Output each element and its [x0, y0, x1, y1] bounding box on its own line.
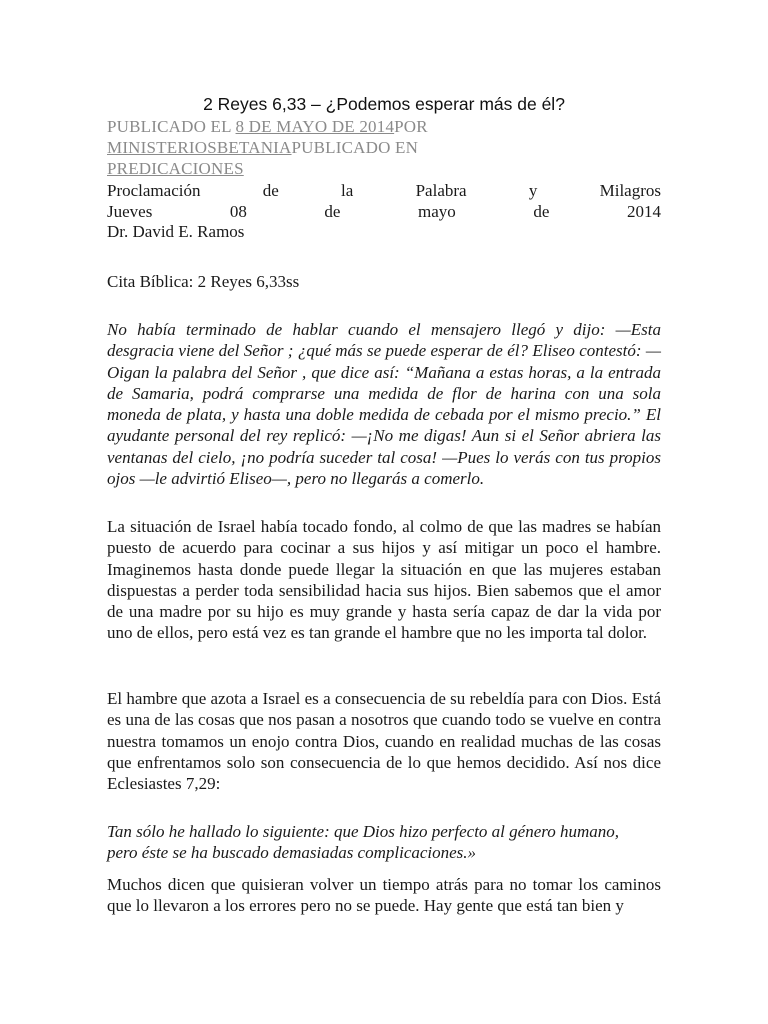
post-meta [107, 116, 527, 179]
header-line-2 [107, 201, 661, 222]
header-word: Proclamación [107, 181, 201, 200]
header-word: de [324, 202, 341, 221]
header-word: 2014 [626, 202, 661, 221]
citation: Cita Bíblica: 2 Reyes 6,33ss [107, 272, 300, 291]
header-word: 08 [229, 202, 247, 221]
published-prefix: PUBLICADO EL [107, 117, 236, 136]
scripture-quote-2-line-2: pero éste se ha buscado demasiadas complicaciones.» [107, 843, 477, 862]
category-link[interactable]: PREDICACIONES [107, 159, 244, 178]
author-line: Dr. David E. Ramos [107, 222, 245, 241]
author-link[interactable]: MINISTERIOSBETANIA [107, 138, 292, 157]
header-word: Milagros [599, 181, 661, 200]
header-line-1 [107, 180, 661, 201]
body-paragraph-2: El hambre que azota a Israel es a consecuencia de su rebeldía para con Dios. Está es una de las cosas que nos pasan a nosotros que cuando todo se vuelve en contra nuestra tomamos un enojo contra Dios, cuando en realidad muchas de las cosas que enfrentamos solo son consecuencia de lo que hemos decidido. Así nos dice Eclesiastes 7,29: [107, 689, 661, 794]
header-word: Jueves [107, 202, 153, 221]
scripture-quote-2-line-1: Tan sólo he hallado lo siguiente: que Dios hizo perfecto al género humano, [107, 822, 620, 841]
body-paragraph-3: Muchos dicen que quisieran volver un tiempo atrás para no tomar los caminos que lo llevaron a los errores pero no se puede. Hay gente que está tan bien y [107, 875, 661, 916]
page-title: 2 Reyes 6,33 – ¿Podemos esperar más de él? [203, 94, 565, 114]
published-in-label: PUBLICADO EN [291, 138, 419, 157]
header-word: y [528, 181, 538, 200]
header-word: de [533, 202, 550, 221]
header-word: Palabra [415, 181, 467, 200]
body-paragraph-1: La situación de Israel había tocado fondo, al colmo de que las madres se habían puesto de acuerdo para cocinar a sus hijos y así mitigar un poco el hambre. Imaginemos hasta donde puede llegar la situación en que las mujeres estaban dispuestas a perder toda sensibilidad hacia sus hijos. Bien sabemos que el amor de una madre por su hijo es muy grande y hasta sería capaz de dar la vida por uno de ellos, pero está vez es tan grande el hambre que no les importa tal dolor. [107, 517, 661, 643]
date-link[interactable]: 8 DE MAYO DE 2014 [235, 117, 395, 136]
scripture-quote-1: No había terminado de hablar cuando el mensajero llegó y dijo: —Esta desgracia viene del Señor ; ¿qué más se puede esperar de él? Eliseo contestó: —Oigan la palabra del Señor , que dice así: “Mañana a estas horas, a la entrada de Samaria, podrá comprarse una medida de flor de harina con una sola moneda de plata, y hasta una doble medida de cebada por el mismo precio.” El ayudante personal del rey replicó: —¡No me digas! Aun si el Señor abriera las ventanas del cielo, ¡no podría suceder tal cosa! —Pues lo verás con tus propios ojos —le advirtió Eliseo—, pero no llegarás a comerlo. [107, 320, 661, 489]
header-word: la [341, 181, 354, 200]
header-word: mayo [418, 202, 456, 221]
by-label: POR [394, 117, 428, 136]
header-word: de [262, 181, 279, 200]
